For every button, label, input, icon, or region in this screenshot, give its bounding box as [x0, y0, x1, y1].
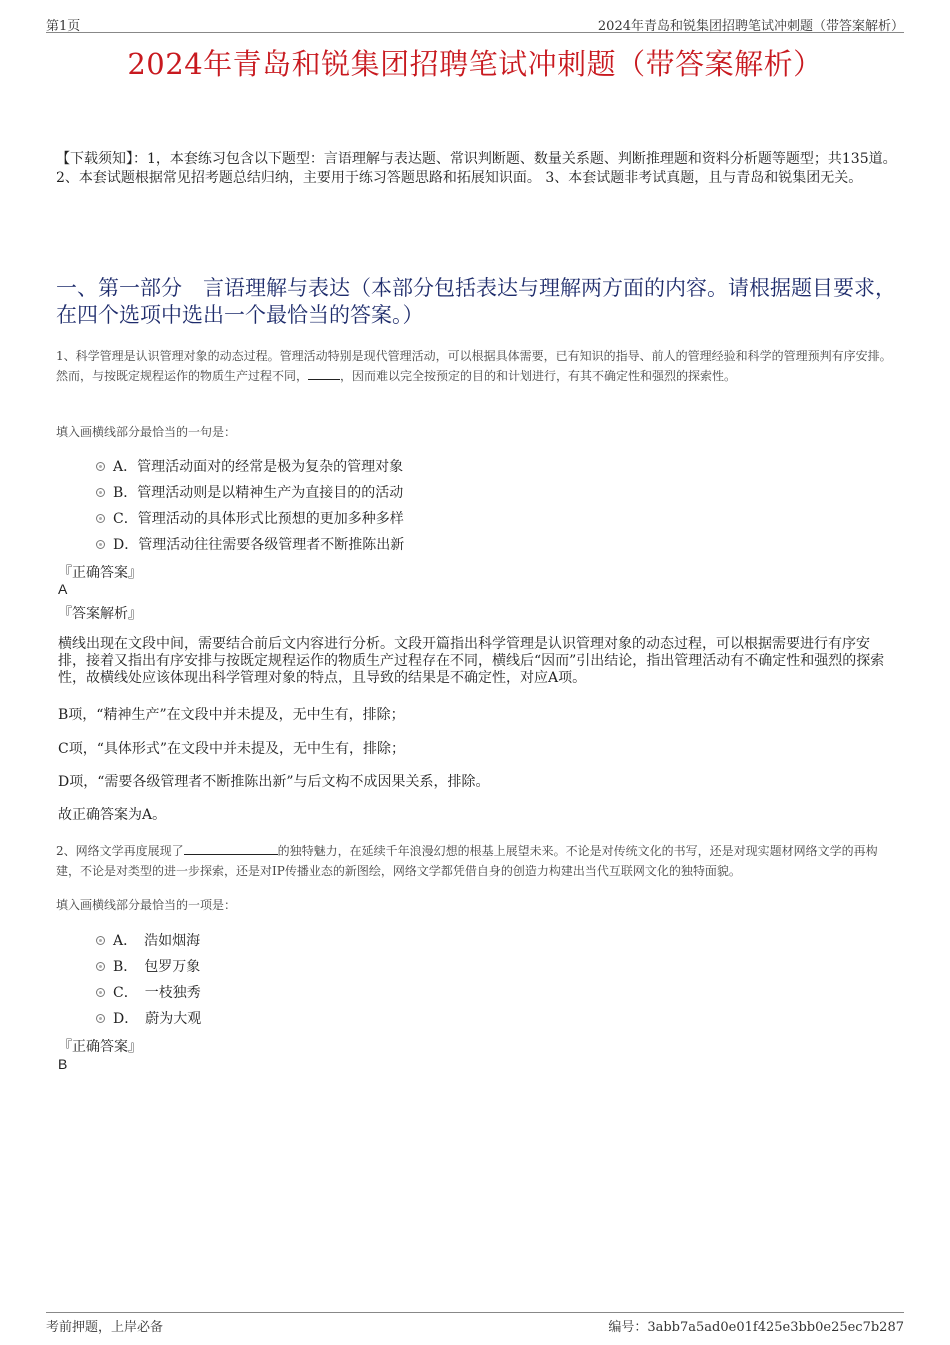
option-label: B．管理活动则是以精神生产为直接目的的活动: [113, 485, 404, 501]
radio-icon[interactable]: [96, 988, 105, 997]
radio-icon[interactable]: [96, 514, 105, 523]
option-d[interactable]: [96, 1005, 796, 1031]
answer-label: 『正确答案』: [58, 1039, 142, 1055]
correct-answer: A: [58, 581, 68, 597]
radio-icon[interactable]: [96, 488, 105, 497]
page-title: 2024年青岛和锐集团招聘笔试冲刺题（带答案解析）: [127, 47, 823, 81]
section-heading: 一、第一部分 言语理解与表达（本部分包括表达与理解两方面的内容。请根据题目要求，在四个选项中选出一个最恰当的答案。）: [56, 276, 896, 327]
page-number: 第1页: [46, 19, 81, 34]
radio-icon[interactable]: [96, 936, 105, 945]
analysis-paragraph: D项，“需要各级管理者不断推陈出新”与后文构不成因果关系，排除。: [58, 774, 490, 790]
analysis-paragraph: C项，“具体形式”在文段中并未提及，无中生有，排除；: [58, 741, 406, 757]
option-label: D． 蔚为大观: [113, 1011, 202, 1027]
question-1-text-after: ，因而难以完全按预定的目的和计划进行，有其不确定性和强烈的探索性。: [340, 369, 737, 383]
option-c[interactable]: [96, 505, 796, 531]
option-label: B． 包罗万象: [113, 959, 201, 975]
question-2-text: [56, 841, 901, 881]
radio-icon[interactable]: [96, 540, 105, 549]
option-label: C． 一枝独秀: [113, 985, 201, 1001]
question-2-blank: [184, 841, 278, 855]
analysis-label: 『答案解析』: [58, 606, 142, 622]
option-a[interactable]: [96, 453, 796, 479]
page-footer: [46, 1312, 904, 1333]
option-label: C．管理活动的具体形式比预想的更加多种多样: [113, 511, 404, 527]
option-label: A．管理活动面对的经常是极为复杂的管理对象: [113, 459, 404, 475]
question-2-prompt: 填入画横线部分最恰当的一项是：: [56, 898, 237, 912]
option-b[interactable]: [96, 479, 796, 505]
correct-answer: B: [58, 1056, 68, 1072]
option-d[interactable]: [96, 531, 796, 557]
question-1-text: [56, 346, 901, 386]
page-header: [46, 14, 904, 33]
option-c[interactable]: [96, 979, 796, 1005]
analysis-conclusion: 故正确答案为A。: [58, 807, 167, 823]
option-a[interactable]: [96, 927, 796, 953]
question-2-options: [96, 927, 796, 1031]
option-label: D．管理活动往往需要各级管理者不断推陈出新: [113, 537, 405, 553]
download-notice: 【下载须知】：1，本套练习包含以下题型：言语理解与表达题、常识判断题、数量关系题、判断推理题和资料分析题等题型；共135道。 2、本套试题根据常见招考题总结归纳，主要用于练习答题思路和拓展知识面。 3、本套试题非考试真题，且与青岛和锐集团无关。: [56, 151, 897, 186]
footer-slogan: 考前押题，上岸必备: [46, 1320, 164, 1335]
radio-icon[interactable]: [96, 462, 105, 471]
option-label: A． 浩如烟海: [113, 933, 201, 949]
option-b[interactable]: [96, 953, 796, 979]
answer-label: 『正确答案』: [58, 565, 142, 581]
question-1-text-before: 1、科学管理是认识管理对象的动态过程。管理活动特别是现代管理活动，可以根据具体需要，已有知识的指导、前人的管理经验和科学的管理预判有序安排。然而，与按既定规程运作的物质生产过程不同，: [56, 349, 892, 383]
question-2-text-after: 的独特魅力，在延续千年浪漫幻想的根基上展望未来。不论是对传统文化的书写，还是对现实题材网络文学的再构建，不论是对类型的进一步探索，还是对IP传播业态的新图绘，网络文学都凭借自身的创造力构建出当代互联网文化的独特面貌。: [56, 844, 878, 878]
analysis-paragraph: B项，“精神生产”在文段中并未提及，无中生有，排除；: [58, 707, 405, 723]
header-doc-title: 2024年青岛和锐集团招聘笔试冲刺题（带答案解析）: [597, 19, 904, 34]
question-1-blank: [308, 366, 340, 380]
question-2-text-before: 2、网络文学再度展现了: [56, 844, 184, 858]
radio-icon[interactable]: [96, 962, 105, 971]
radio-icon[interactable]: [96, 1014, 105, 1023]
footer-doc-id: 编号：3abb7a5ad0e01f425e3bb0e25ec7b287: [608, 1320, 904, 1335]
question-1-options: [96, 453, 796, 557]
analysis-paragraph: 横线出现在文段中间，需要结合前后文内容进行分析。文段开篇指出科学管理是认识管理对象的动态过程，可以根据需要进行有序安排，接着又指出有序安排与按既定规程运作的物质生产过程存在不同，横线后“因而”引出结论，指出管理活动有不确定性和强烈的探索性，故横线处应该体现出科学管理对象的特点，且导致的结果是不确定性，对应A项。: [58, 636, 885, 686]
question-1-prompt: 填入画横线部分最恰当的一句是：: [56, 425, 237, 439]
